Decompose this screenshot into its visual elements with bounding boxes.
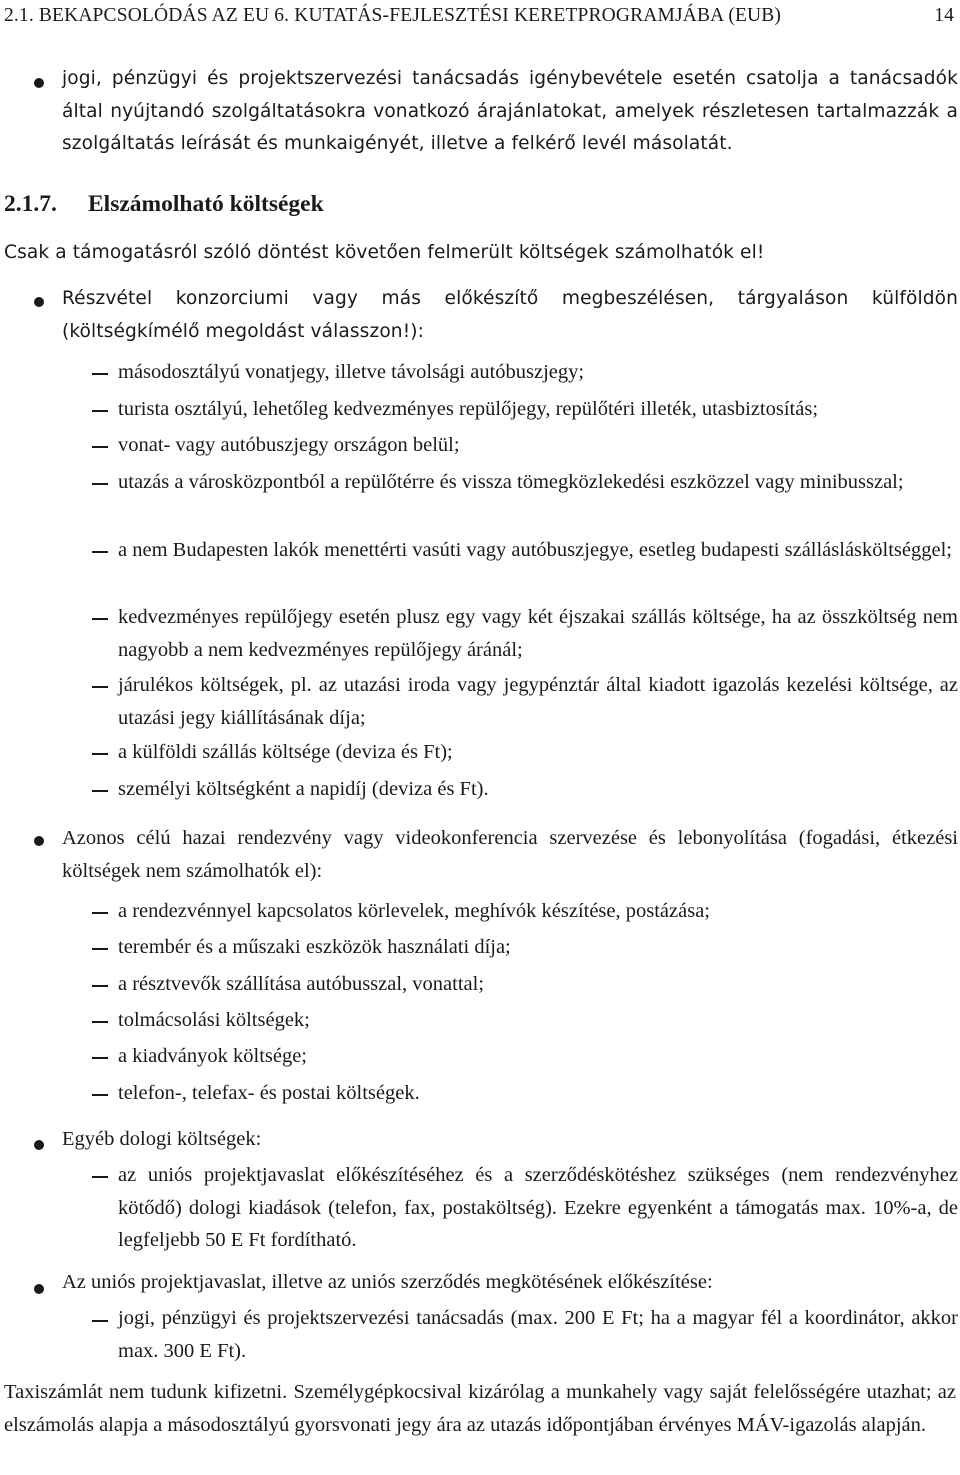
group-domestic-event: Azonos célú hazai rendezvény vagy videokonferencia szervezése és lebonyolítása (fogadási, étkezési költségek nem számolhatók el): [62,827,958,882]
dash-icon [92,446,108,448]
list-item: a rendezvénnyel kapcsolatos körlevelek, meghívók készítése, postázása; [118,900,710,922]
list-item: jogi, pénzügyi és projektszervezési tanácsadás (max. 200 E Ft; ha a magyar fél a koordinátor, akkor max. 300 E Ft). [118,1307,958,1362]
bullet-icon [34,1140,44,1150]
dash-icon [92,410,108,412]
bullet-icon [34,1284,44,1294]
running-header [4,0,956,32]
page-number: 14 [934,5,954,26]
section-title: Elszámolható költségek [88,191,324,217]
list-item: az uniós projektjavaslat előkészítéséhez és a szerződéskötéshez szükséges (nem rendezvényhez kötődő) dologi kiadások (telefon, fax, postaköltség). Ezekre egyenként a támogatás max. 10%-a, de legfeljebb 50 E Ft fordítható. [118,1164,958,1251]
dash-icon [92,1021,108,1023]
list-item: utazás a városközpontból a repülőtérre és vissza tömegközlekedési eszközzel vagy minibusszal; [118,471,904,493]
dash-icon [92,753,108,755]
dash-icon [92,551,108,553]
list-item: turista osztályú, lehetőleg kedvezményes repülőjegy, repülőtéri illeték, utasbiztosítás; [118,398,819,420]
dash-icon [92,790,108,792]
dash-icon [92,1057,108,1059]
dash-icon [92,1176,108,1178]
list-item: kedvezményes repülőjegy esetén plusz egy vagy két éjszakai szállás költsége, ha az összköltség nem nagyobb a nem kedvezményes repülőjegy áránál; [118,606,958,661]
list-item: tolmácsolási költségek; [118,1009,310,1031]
list-item: telefon-, telefax- és postai költségek. [118,1082,420,1104]
list-item: vonat- vagy autóbuszjegy országon belül; [118,434,460,456]
dash-icon [92,618,108,620]
bullet-icon [34,836,44,846]
dash-icon [92,1094,108,1096]
dash-icon [92,985,108,987]
intro-paragraph: Csak a támogatásról szóló döntést követően felmerült költségek számolhatók el! [4,242,765,263]
bullet-icon [34,297,44,307]
list-item: a résztvevők szállítása autóbusszal, vonattal; [118,973,485,995]
running-title: 2.1. BEKAPCSOLÓDÁS AZ EU 6. KUTATÁS-FEJLESZTÉSI KERETPROGRAMJÁBA (EUB) [4,5,782,26]
list-item-consulting-quote: jogi, pénzügyi és projektszervezési tanácsadás igénybevétele esetén csatolja a tanácsadók által nyújtandó szolgáltatásokra vonatkozó árajánlatokat, amelyek részletesen tartalmazzák a szolgáltatás leírását és munkaigényét, illetve a felkérő levél másolatát. [62,68,958,154]
list-item: másodosztályú vonatjegy, illetve távolsági autóbuszjegy; [118,361,585,383]
dash-icon [92,948,108,950]
group-travel: Részvétel konzorciumi vagy más előkészítő megbeszélésen, tárgyaláson külföldön (költségkímélő megoldást válasszon!): [62,288,958,342]
section-number: 2.1.7. [4,191,57,217]
dash-icon [92,483,108,485]
group-other-material: Egyéb dologi költségek: [62,1128,262,1150]
group-eu-proposal: Az uniós projektjavaslat, illetve az uniós szerződés megkötésének előkészítése: [62,1271,713,1293]
list-item: terembér és a műszaki eszközök használati díja; [118,936,511,958]
bullet-icon [34,78,44,88]
list-item: személyi költségként a napidíj (deviza és Ft). [118,778,489,800]
dash-icon [92,912,108,914]
closing-paragraph: Taxiszámlát nem tudunk kifizetni. Személygépkocsival kizárólag a munkahely vagy saját felelősségére utazhat; az elszámolás alapja a másodosztályú gyorsvonati jegy ára az utazás időpontjában érvényes MÁV-igazolás alapján. [4,1381,956,1436]
dash-icon [92,373,108,375]
list-item: a kiadványok költsége; [118,1045,308,1067]
dash-icon [92,686,108,688]
list-item: a külföldi szállás költsége (deviza és Ft); [118,741,453,763]
dash-icon [92,1320,108,1322]
list-item: járulékos költségek, pl. az utazási iroda vagy jegypénztár által kiadott igazolás kezelési költsége, az utazási jegy kiállításának díja; [118,674,958,729]
section-heading [4,187,324,221]
list-item: a nem Budapesten lakók menettérti vasúti vagy autóbuszjegye, esetleg budapesti szálláslásköltséggel; [118,539,952,561]
